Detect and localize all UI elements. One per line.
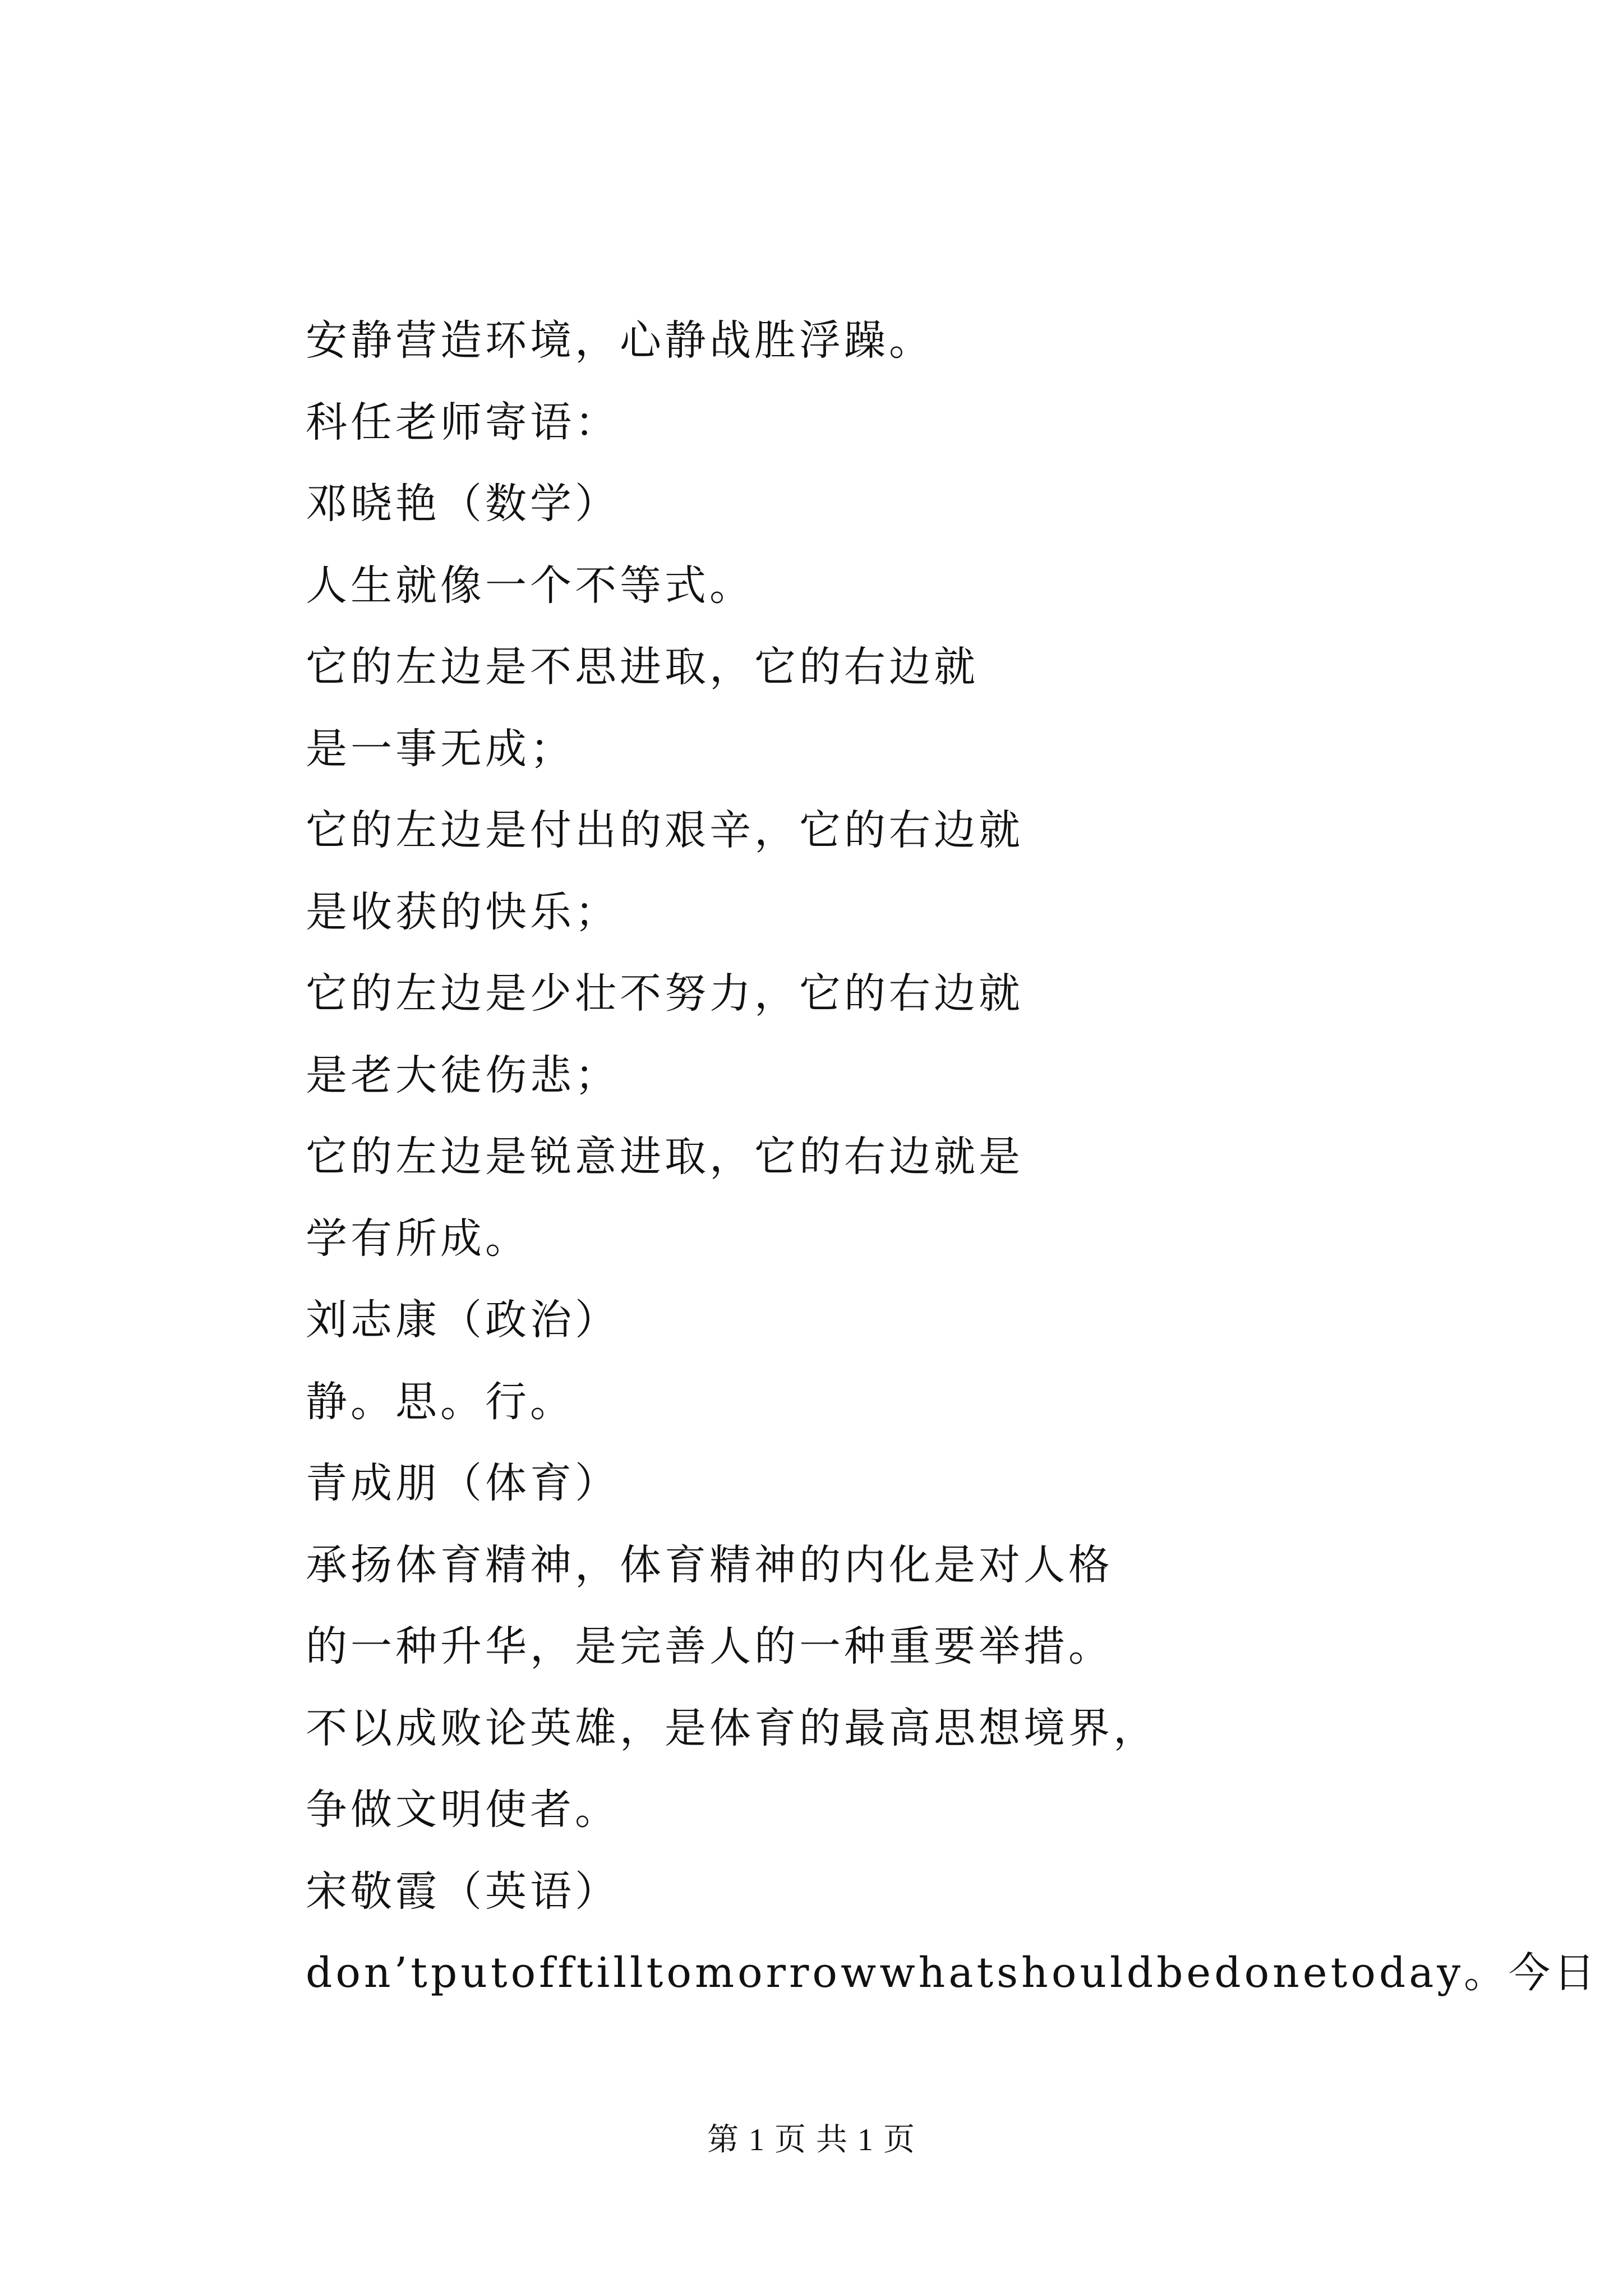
text-line: 它的左边是锐意进取，它的右边就是 — [306, 1133, 1023, 1181]
text-line: 它的左边是不思进取，它的右边就 — [306, 643, 979, 691]
text-line: 静。思。行。 — [306, 1377, 575, 1426]
text-line: 刘志康（政治） — [306, 1296, 620, 1344]
document-body — [306, 300, 1599, 2014]
page-footer: 第 1 页 共 1 页 — [707, 2123, 916, 2157]
text-line: 邓晓艳（数学） — [306, 480, 620, 528]
text-line: don’tputofftilltomorrowwhatshouldbedonetoday。今日 — [306, 1949, 1599, 1997]
text-line: 争做文明使者。 — [306, 1786, 620, 1834]
text-line: 不以成败论英雄，是体育的最高思想境界， — [306, 1704, 1158, 1752]
text-line: 它的左边是少壮不努力，它的右边就 — [306, 969, 1023, 1018]
text-line: 它的左边是付出的艰辛，它的右边就 — [306, 806, 1023, 854]
text-line: 是收获的快乐； — [306, 887, 620, 936]
text-line: 安静营造环境，心静战胜浮躁。 — [306, 316, 934, 365]
text-line: 人生就像一个不等式。 — [306, 561, 754, 610]
text-line: 是一事无成； — [306, 724, 575, 773]
text-line: 的一种升华，是完善人的一种重要举措。 — [306, 1622, 1113, 1671]
text-line: 宋敬霞（英语） — [306, 1867, 620, 1916]
text-line: 是老大徒伤悲； — [306, 1051, 620, 1099]
text-line: 青成朋（体育） — [306, 1459, 620, 1507]
text-line: 学有所成。 — [306, 1214, 530, 1263]
text-line: 科任老师寄语： — [306, 398, 620, 447]
text-line: 承扬体育精神，体育精神的内化是对人格 — [306, 1540, 1113, 1589]
